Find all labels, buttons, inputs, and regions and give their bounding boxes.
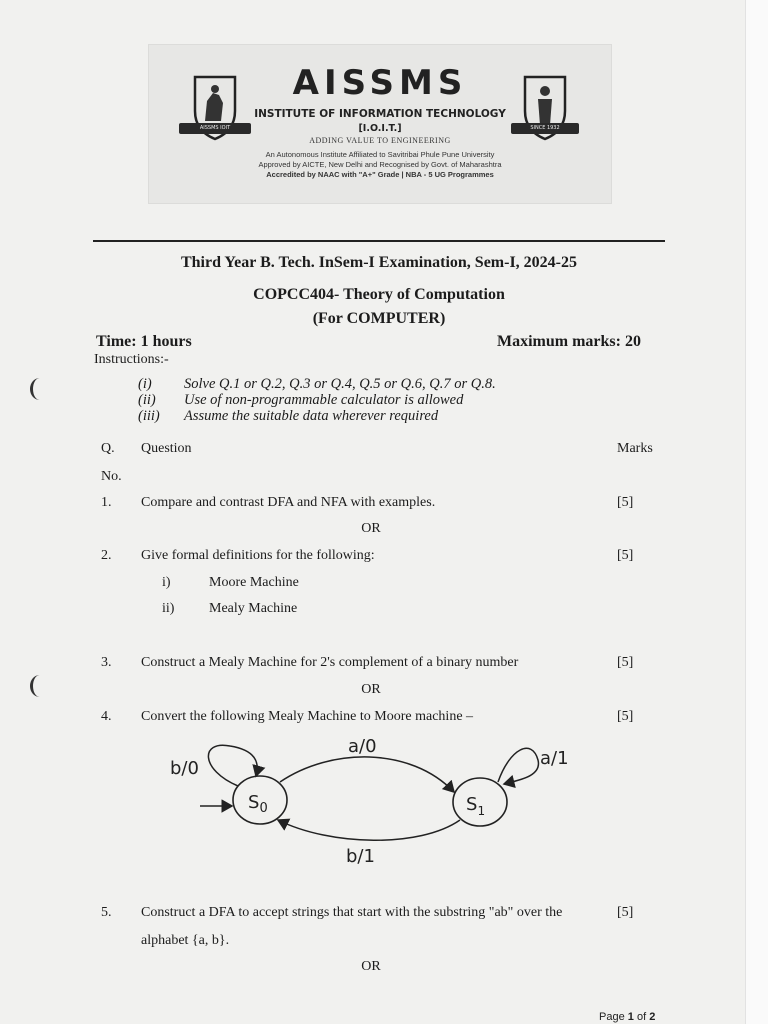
punch-hole-mark bbox=[30, 378, 49, 400]
question-text: Compare and contrast DFA and NFA with examples. bbox=[141, 495, 436, 510]
self-loop-s0 bbox=[208, 745, 257, 786]
instruction-text: Assume the suitable data wherever required bbox=[184, 408, 439, 424]
instruction-item bbox=[138, 392, 463, 409]
or-separator: OR bbox=[361, 682, 381, 697]
question-number: 5. bbox=[101, 905, 112, 920]
institute-tagline: ADDING VALUE TO ENGINEERING bbox=[309, 136, 451, 145]
question-marks: [5] bbox=[617, 709, 634, 724]
state-s1-circle bbox=[453, 778, 507, 826]
state-s0-label: $S_0$ bbox=[248, 792, 268, 816]
page-number: Page 1 of 2 bbox=[599, 1011, 656, 1023]
affiliation-line: An Autonomous Institute Affiliated to Savitribai Phule Pune University bbox=[265, 150, 495, 159]
instruction-text: Solve Q.1 or Q.2, Q.3 or Q.4, Q.5 or Q.6, Q.7 or Q.8. bbox=[184, 376, 496, 392]
right-seal-ribbon: SINCE 1932 bbox=[511, 123, 579, 134]
exam-time: Time: 1 hours bbox=[96, 333, 192, 350]
state-s0-circle bbox=[233, 776, 287, 824]
question-text-continued: alphabet {a, b}. bbox=[141, 933, 230, 948]
question-text: Convert the following Mealy Machine to Moore machine – bbox=[141, 709, 474, 724]
instruction-number: (i) bbox=[138, 376, 152, 392]
institute-name: INSTITUTE OF INFORMATION TECHNOLOGY bbox=[254, 108, 506, 120]
self-loop-s0-label: b/0 bbox=[170, 758, 199, 779]
question-header: Question bbox=[141, 441, 192, 456]
institute-brand: AISSMS bbox=[292, 63, 468, 103]
question-number: 1. bbox=[101, 495, 112, 510]
institute-abbreviation: [I.O.I.T.] bbox=[358, 123, 402, 134]
self-loop-s1-label: a/1 bbox=[540, 748, 569, 769]
exam-title: Third Year B. Tech. InSem-I Examination, Sem-I, 2024-25 bbox=[180, 254, 578, 271]
question-marks: [5] bbox=[617, 495, 634, 510]
question-marks: [5] bbox=[617, 905, 634, 920]
or-separator: OR bbox=[361, 959, 381, 974]
subquestion-text: Moore Machine bbox=[209, 575, 299, 590]
question-number: 2. bbox=[101, 548, 112, 563]
question-text: Give formal definitions for the following: bbox=[141, 548, 375, 563]
question-marks: [5] bbox=[617, 655, 634, 670]
edge-s1-to-s0 bbox=[278, 820, 460, 840]
subject-title: COPCC404- Theory of Computation bbox=[253, 286, 505, 303]
qno-header: Q. bbox=[101, 441, 115, 456]
subquestion-number: ii) bbox=[162, 601, 175, 616]
question-number: 3. bbox=[101, 655, 112, 670]
subquestion-number: i) bbox=[162, 575, 171, 590]
mealy-machine-diagram bbox=[160, 730, 600, 880]
branch-title: (For COMPUTER) bbox=[312, 310, 446, 327]
header-divider bbox=[93, 240, 665, 242]
subquestion-text: Mealy Machine bbox=[209, 601, 298, 616]
instruction-number: (iii) bbox=[138, 408, 160, 424]
accreditation-line: Accredited by NAAC with "A+" Grade | NBA - 5 UG Programmes bbox=[266, 170, 494, 179]
edge-s0-s1-label: a/0 bbox=[348, 736, 377, 757]
self-loop-s1 bbox=[498, 748, 538, 784]
edge-s1-s0-label: b/1 bbox=[346, 846, 375, 867]
approval-line: Approved by AICTE, New Delhi and Recognised by Govt. of Maharashtra bbox=[258, 160, 502, 169]
marks-header: Marks bbox=[617, 441, 653, 456]
question-number: 4. bbox=[101, 709, 112, 724]
question-marks: [5] bbox=[617, 548, 634, 563]
instruction-item bbox=[138, 376, 496, 393]
question-text: Construct a DFA to accept strings that start with the substring "ab" over the bbox=[141, 905, 563, 920]
qno-header-line2: No. bbox=[101, 469, 122, 484]
left-seal-ribbon: AISSMS IOIT bbox=[179, 123, 251, 134]
instruction-number: (ii) bbox=[138, 392, 156, 408]
edge-s0-to-s1 bbox=[280, 757, 454, 792]
state-s1-label: $S_1$ bbox=[466, 794, 486, 818]
instruction-item bbox=[138, 408, 438, 425]
instructions-label: Instructions:- bbox=[94, 352, 169, 367]
question-text: Construct a Mealy Machine for 2's complement of a binary number bbox=[141, 655, 519, 670]
or-separator: OR bbox=[361, 521, 381, 536]
instruction-text: Use of non-programmable calculator is allowed bbox=[184, 392, 464, 408]
page-edge bbox=[745, 0, 768, 1024]
maximum-marks: Maximum marks: 20 bbox=[497, 333, 641, 350]
institute-header-banner bbox=[148, 44, 612, 204]
